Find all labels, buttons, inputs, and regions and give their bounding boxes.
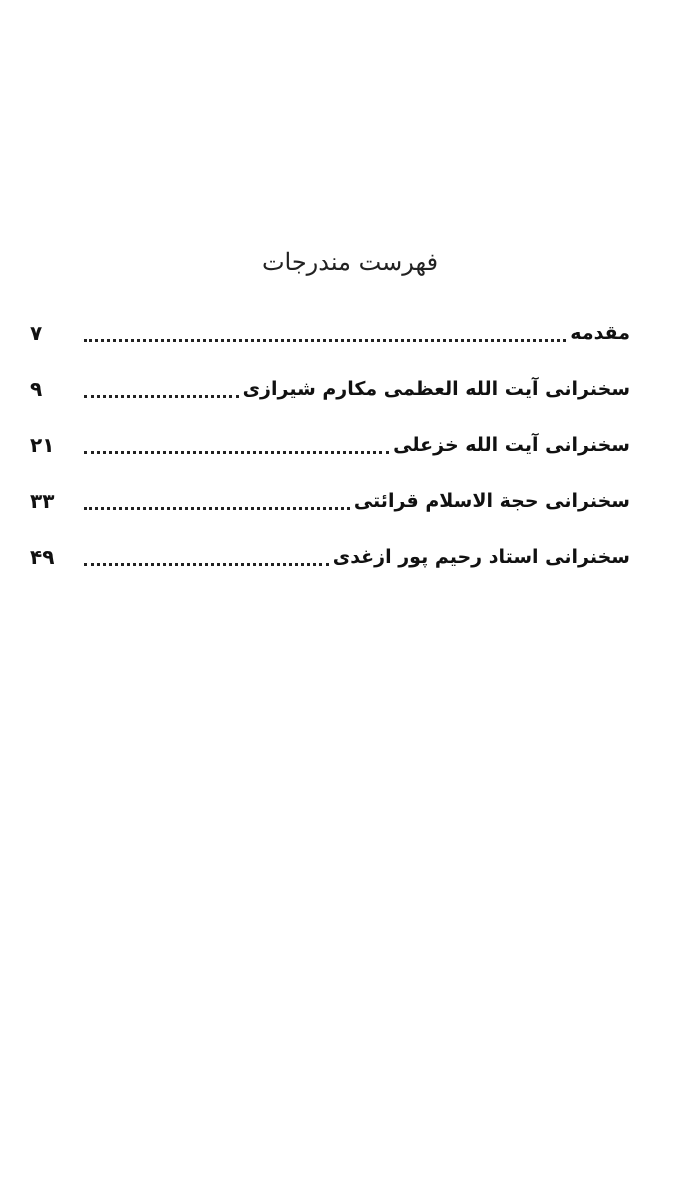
- toc-entry-page: ۴۹: [30, 545, 55, 569]
- toc-entry[interactable]: [30, 417, 630, 473]
- toc-entry[interactable]: [30, 473, 630, 529]
- toc-entry-page: ۳۳: [30, 489, 55, 513]
- dot-leader: [84, 319, 566, 342]
- toc-entry-page: ۷: [30, 321, 43, 345]
- toc-entry[interactable]: [30, 529, 630, 585]
- toc-entry-label: سخنرانی آیت الله خزعلی: [393, 434, 630, 456]
- toc-entry-label: سخنرانی حجة الاسلام قرائتی: [353, 490, 630, 512]
- toc-entry-page: ۹: [30, 377, 43, 401]
- toc-entry[interactable]: [30, 305, 630, 361]
- dot-leader: [84, 431, 389, 454]
- toc-entry-label: مقدمه: [570, 322, 630, 344]
- dot-leader: [84, 543, 329, 566]
- toc-entry-label: سخنرانی آیت الله العظمی مکارم شیرازی: [242, 378, 630, 400]
- toc-entry-label: سخنرانی استاد رحیم پور ازغدی: [332, 546, 630, 568]
- dot-leader: [84, 487, 350, 510]
- toc-title: فهرست مندرجات: [261, 248, 439, 276]
- toc-list: [30, 305, 630, 585]
- toc-entry-page: ۲۱: [30, 433, 55, 457]
- toc-entry[interactable]: [30, 361, 630, 417]
- dot-leader: [84, 375, 239, 398]
